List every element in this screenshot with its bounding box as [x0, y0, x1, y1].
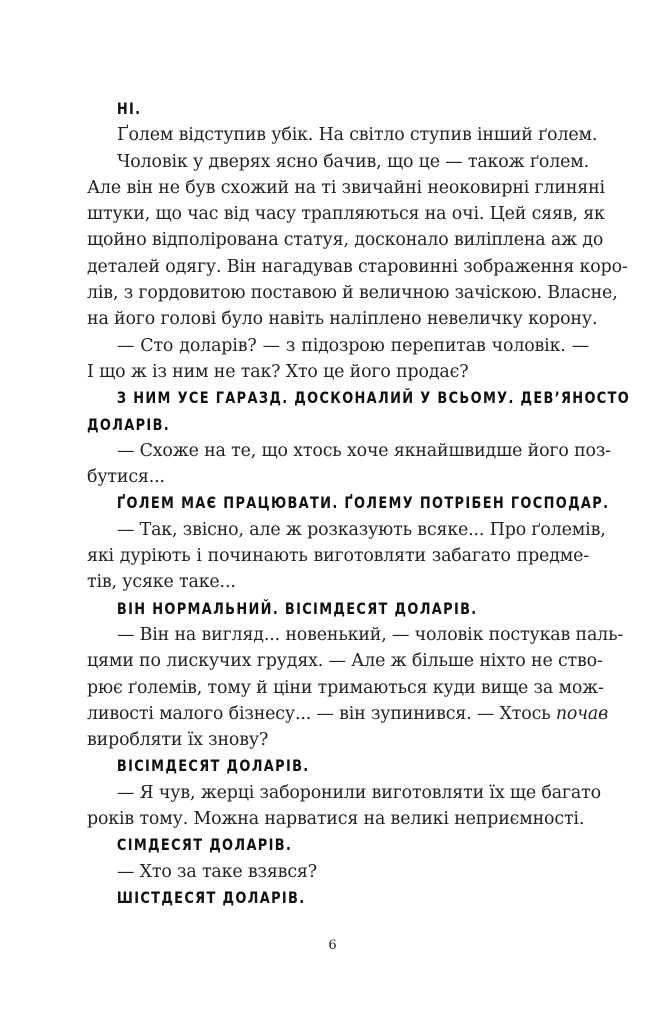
paragraph-line: деталей одягу. Він нагадував старовинні зображення коро- [87, 256, 628, 277]
golem-speech: ВІН НОРМАЛЬНИЙ. ВІСІМДЕСЯТ ДОЛАРІВ. [116, 599, 478, 618]
dialogue-line: бутися... [87, 467, 165, 488]
paragraph-line: Але він не був схожий на ті звичайні неоковирні глиняні [87, 177, 605, 198]
paragraph-line: Ґолем відступив убік. На світло ступив інший ґолем. [117, 125, 598, 146]
paragraph-line: на його голові було навіть наліплено невеличку корону. [87, 309, 598, 330]
dialogue-line: — Я чув, жерці заборонили виготовляти їх ще багато [117, 782, 601, 803]
dialogue-line: — Схоже на те, що хтось хоче якнайшвидше його поз- [117, 440, 611, 461]
dialogue-line: — Сто доларів? — з підозрою перепитав чоловік. — [117, 335, 589, 356]
golem-speech: ДОЛАРІВ. [87, 415, 171, 434]
dialogue-line: цями по лискучих грудях. — Але ж більше ніхто не ство- [87, 651, 603, 672]
golem-speech: ШІСТДЕСЯТ ДОЛАРІВ. [116, 888, 306, 907]
paragraph-line: щойно відполірована статуя, досконало виліплена аж до [87, 230, 604, 251]
dialogue-text: ливості малого бізнесу... — він зупинився. — Хтось [87, 703, 556, 724]
dialogue-line: рює ґолемів, тому й ціни тримаються куди вище за мож- [87, 677, 604, 698]
golem-speech: НІ. [116, 100, 142, 118]
dialogue-line: виробляти їх знову? [87, 730, 269, 751]
golem-speech: ҐОЛЕМ МАЄ ПРАЦЮВАТИ. ҐОЛЕМУ ПОТРІБЕН ГОСПОДАР. [116, 494, 610, 513]
dialogue-line: І що ж із ним не так? Хто це його продає? [87, 361, 469, 382]
golem-speech: СІМДЕСЯТ ДОЛАРІВ. [116, 836, 293, 855]
paragraph-line: штуки, що час від часу трапляються на очі. Цей сяяв, як [87, 204, 605, 225]
italic-emphasis: почав [555, 703, 609, 724]
dialogue-line: які дуріють і починають виготовляти забагато предме- [87, 546, 589, 567]
dialogue-line: тів, усяке таке... [87, 572, 236, 593]
dialogue-line: років тому. Можна нарватися на великі неприємності. [87, 809, 585, 830]
golem-speech: ВІСІМДЕСЯТ ДОЛАРІВ. [116, 757, 310, 776]
dialogue-line: — Так, звісно, але ж розказують всяке... Про ґолемів, [117, 519, 606, 540]
page-number: 6 [328, 938, 337, 953]
golem-speech: З НИМ УСЕ ГАРАЗД. ДОСКОНАЛИЙ У ВСЬОМУ. ДЕВ’ЯНОСТО [116, 389, 631, 408]
dialogue-line: — Хто за таке взявся? [117, 861, 317, 882]
paragraph-line: лів, з гордовитою поставою й величною зачіскою. Власне, [87, 283, 618, 304]
page-text [87, 96, 631, 911]
dialogue-line [87, 701, 609, 727]
dialogue-line: — Він на вигляд... новенький, — чоловік постукав паль- [117, 624, 624, 645]
paragraph-line: Чоловік у дверях ясно бачив, що це — також ґолем. [117, 151, 589, 172]
